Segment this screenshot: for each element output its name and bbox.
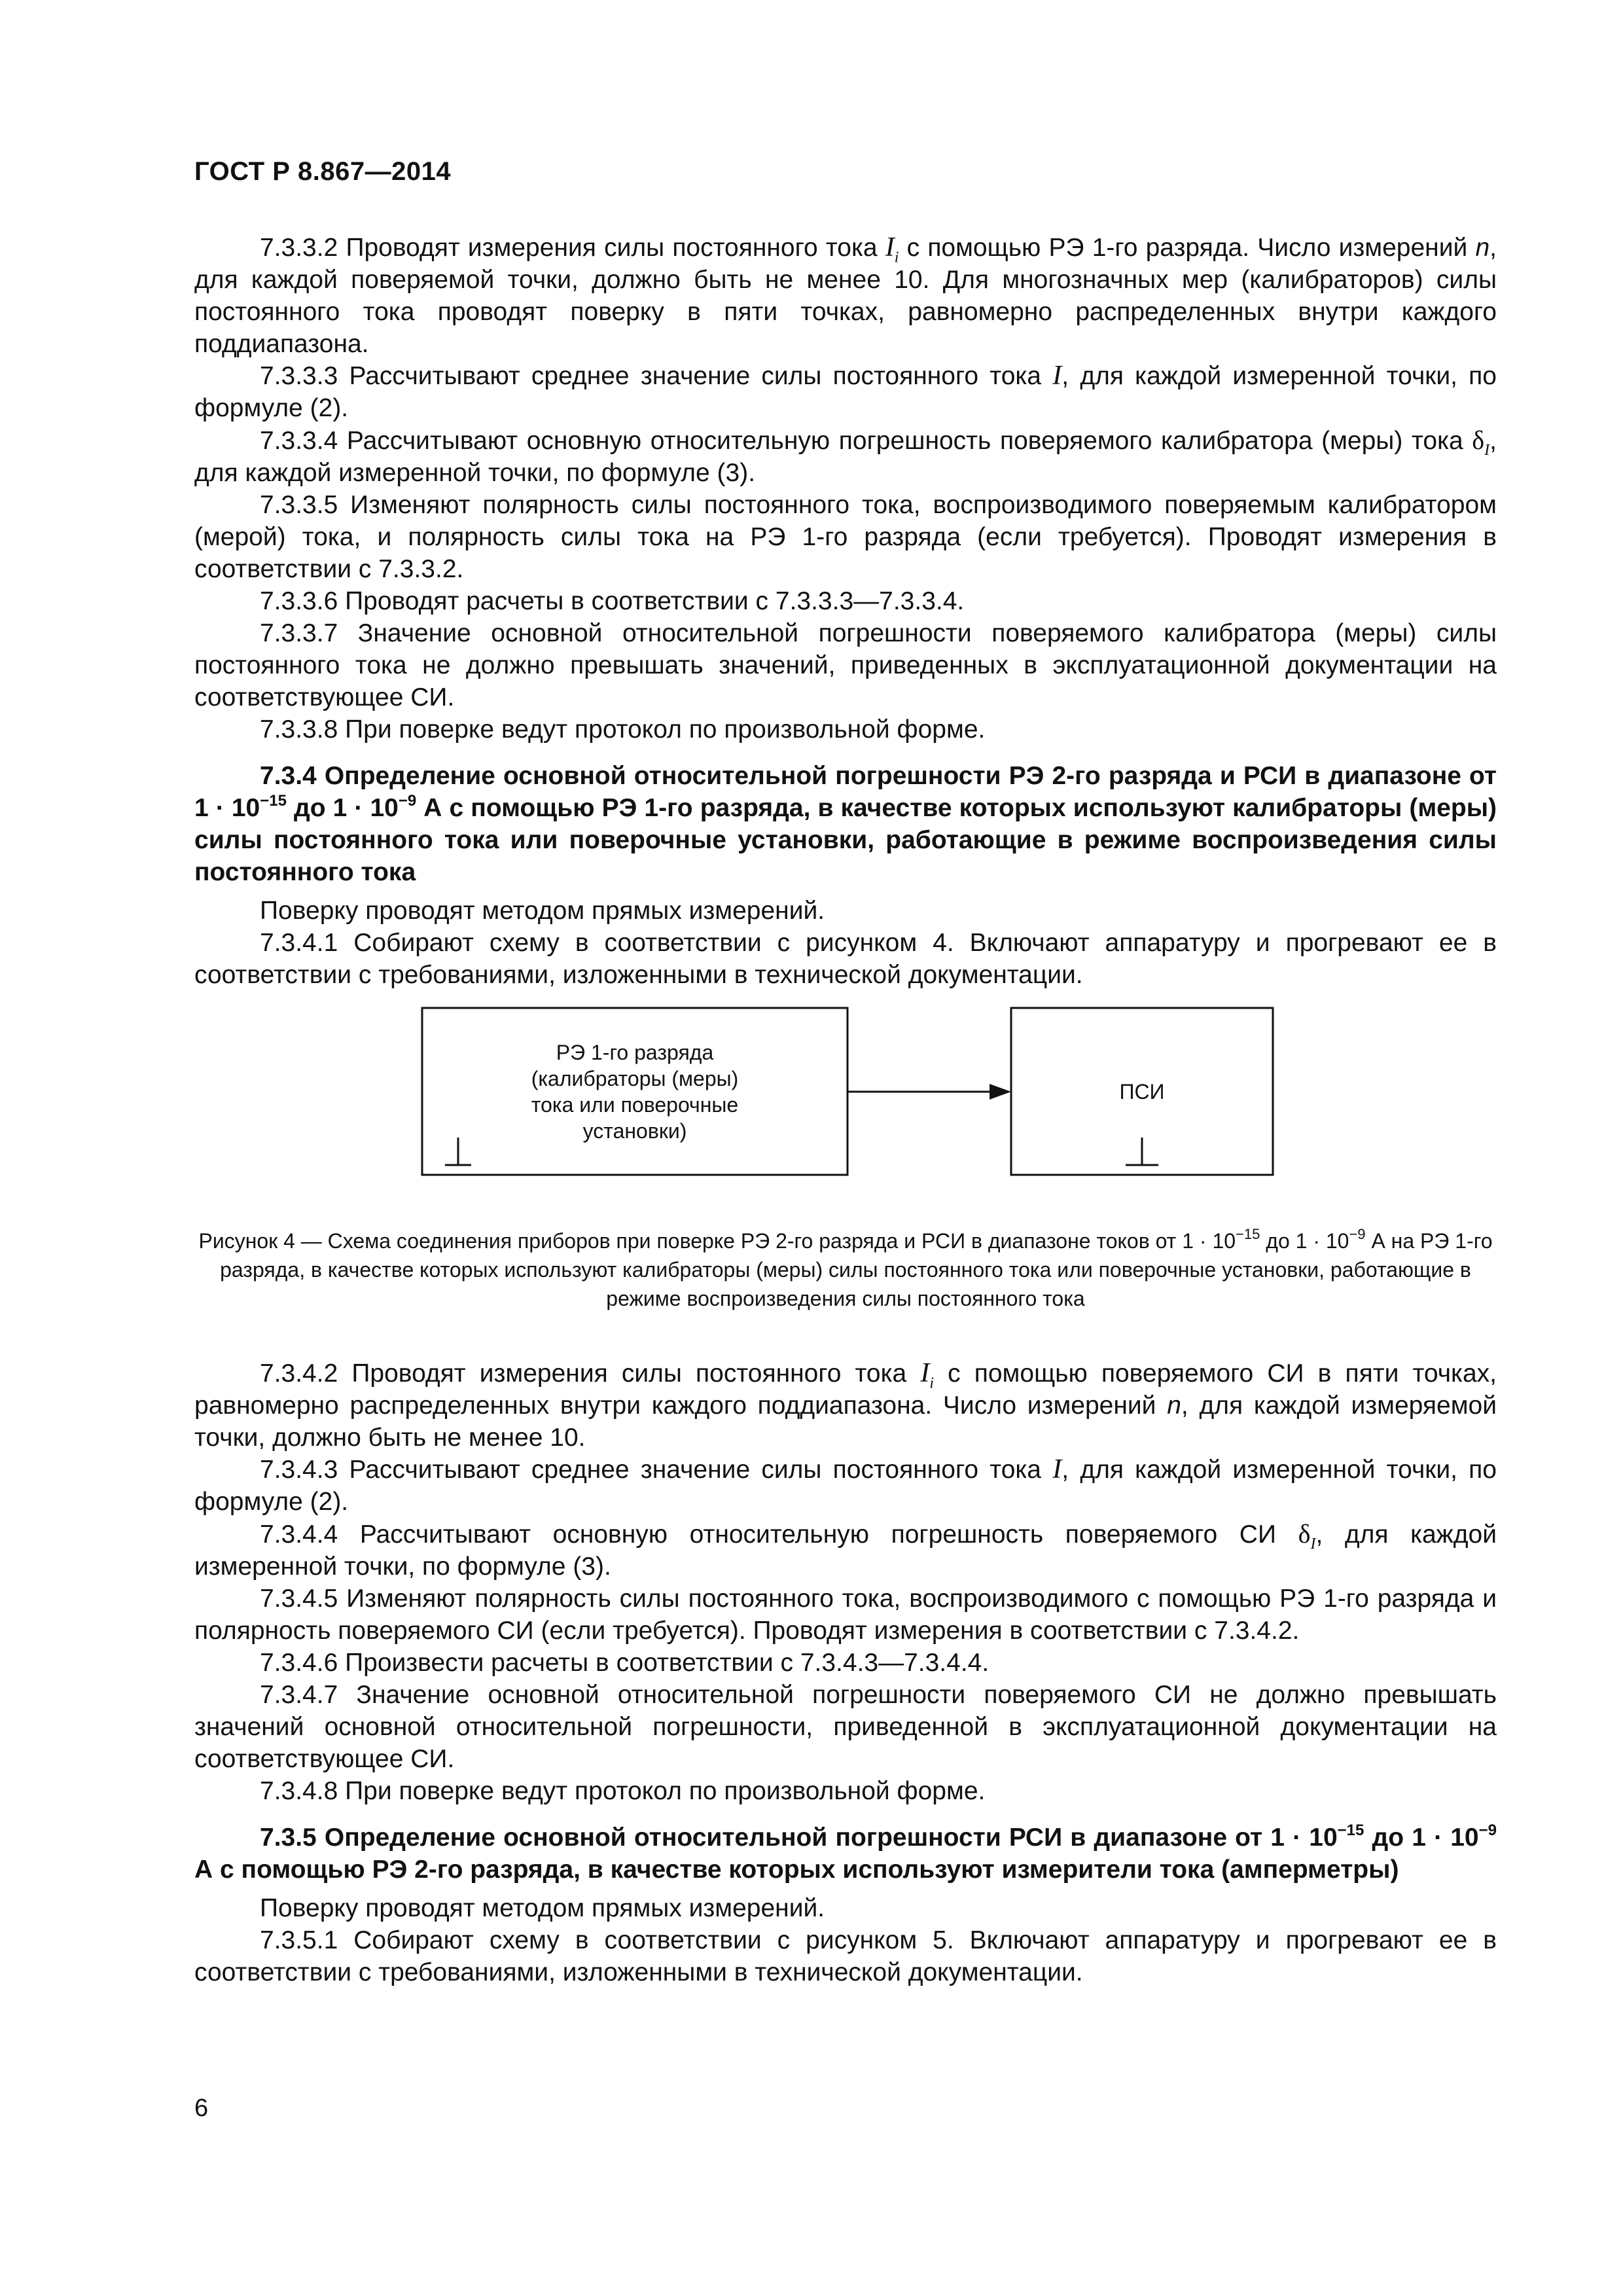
current-symbol: $I_i$ xyxy=(885,232,899,266)
paragraph-7-3-3-3: 7.3.3.3 Рассчитывают среднее значение силы постоянного тока I, для каждой измеренной точки, по формуле (2). xyxy=(194,361,1497,422)
paragraph-7-3-4-7: 7.3.4.7 Значение основной относительной погрешности поверяемого СИ не должно превышать значений основной относительной погрешности, приведенной в эксплуатационной документации на соответствующее СИ. xyxy=(194,1681,1497,1773)
page-number: 6 xyxy=(194,2094,209,2122)
source-box-label: РЭ 1-го разряда (калибраторы (меры) тока или поверочные установки) xyxy=(531,1041,739,1143)
paragraph-7-3-4-4: 7.3.4.4 Рассчитывают основную относительную погрешность поверяемого СИ $\delta_I$, для каждой измеренной точки, по формуле (3). xyxy=(194,1519,1497,1581)
error-symbol: $\delta_I$ xyxy=(1472,425,1490,459)
paragraph-7-3-3-5: 7.3.3.5 Изменяют полярность силы постоянного тока, воспроизводимого поверяемым калибратором (мерой) тока, и полярность силы тока на РЭ 1-го разряда (если требуется). Проводят измерения в соответствии с 7.3.3.2. xyxy=(194,491,1497,583)
paragraph-7-3-3-8: 7.3.3.8 При поверке ведут протокол по произвольной форме. xyxy=(260,715,986,744)
paragraph-7-3-4-6: 7.3.4.6 Произвести расчеты в соответствии с 7.3.4.3—7.3.4.4. xyxy=(260,1649,990,1677)
paragraph-7-3-4-5: 7.3.4.5 Изменяют полярность силы постоянного тока, воспроизводимого с помощью РЭ 1-го разряда и полярность поверяемого СИ (если требуется). Проводят измерения в соответствии с 7.3.4.2. xyxy=(194,1585,1497,1645)
paragraph-7-3-3-7: 7.3.3.7 Значение основной относительной погрешности поверяемого калибратора (меры) силы постоянного тока не должно превышать значений, приведенных в эксплуатационной документации на соответствующее СИ. xyxy=(194,619,1497,711)
paragraph-7-3-5-1: 7.3.5.1 Собирают схему в соответствии с рисунком 5. Включают аппаратуру и прогревают ее в соответствии с требованиями, изложенными в технической документации. xyxy=(194,1926,1497,1986)
paragraph-7-3-4-3: 7.3.4.3 Рассчитывают среднее значение силы постоянного тока I, для каждой измеренной точки, по формуле (2). xyxy=(194,1454,1497,1516)
paragraph-7-3-3-4: 7.3.3.4 Рассчитывают основную относительную погрешность поверяемого калибратора (меры) тока $\delta_I$, для каждой измеренной точки, по формуле (3). xyxy=(194,425,1497,487)
paragraph-7-3-4-8: 7.3.4.8 При поверке ведут протокол по произвольной форме. xyxy=(260,1777,986,1805)
document-header-title: ГОСТ Р 8.867—2014 xyxy=(194,157,452,186)
paragraph-7-3-4-2: 7.3.4.2 Проводят измерения силы постоянного тока $I_i$ с помощью поверяемого СИ в пяти точках, равномерно распределенных внутри каждого поддиапазона. Число измерений n, для каждой измеряемой точки, должно быть не менее 10. xyxy=(194,1358,1497,1452)
heading-7-3-4: 7.3.4 Определение основной относительной погрешности РЭ 2-го разряда и РСИ в диапазоне от $1 \cdot 10^{-15}$ до $1 \cdot 10^{-9}$ А с помощью РЭ 1-го разряда, в качестве которых используют калибраторы (меры) силы постоянного тока или поверочные установки, работающие в режиме воспроизведения силы постоянного тока xyxy=(194,762,1497,886)
figure-4-caption: Рисунок 4 — Схема соединения приборов при поверке РЭ 2-го разряда и РСИ в диапазоне токов от $1 \cdot 10^{-15}$ до $1 \cdot 10^{-9}$ А на РЭ 1-го разряда, в качестве которых используют калибраторы (меры) силы постоянного тока или поверочные установки, работающие в режиме воспроизведения силы постоянного тока xyxy=(198,1226,1493,1310)
current-symbol: $I_i$ xyxy=(920,1358,935,1392)
section-7-3-4-continued xyxy=(194,1357,1497,1988)
arrow-head xyxy=(990,1084,1011,1100)
psi-box-label: ПСИ xyxy=(1119,1080,1165,1103)
paragraph-method-direct: Поверку проводят методом прямых измерений. xyxy=(260,897,825,925)
paragraph-method-direct-2: Поверку проводят методом прямых измерений. xyxy=(260,1894,825,1922)
mean-current-symbol: I xyxy=(1052,1454,1062,1484)
heading-7-3-5: 7.3.5 Определение основной относительной погрешности РСИ в диапазоне от $1 \cdot 10^{-15}$ до $1 \cdot 10^{-9}$ А с помощью РЭ 2-го разряда, в качестве которых используют измерители тока (амперметры) xyxy=(194,1821,1497,1884)
error-symbol: $\delta_I$ xyxy=(1298,1519,1316,1552)
section-7-3-3 xyxy=(194,232,1497,991)
paragraph-7-3-3-6: 7.3.3.6 Проводят расчеты в соответствии с 7.3.3.3—7.3.3.4. xyxy=(260,587,965,615)
ground-symbol-right xyxy=(1126,1138,1158,1165)
mean-current-symbol: I xyxy=(1052,361,1062,391)
paragraph-7-3-4-1: 7.3.4.1 Собирают схему в соответствии с рисунком 4. Включают аппаратуру и прогревают ее в соответствии с требованиями, изложенными в технической документации. xyxy=(194,929,1497,989)
paragraph-7-3-3-2: 7.3.3.2 Проводят измерения силы постоянного тока $I_i$ с помощью РЭ 1-го разряда. Число измерений n, для каждой поверяемой точки, должно быть не менее 10. Для многозначных мер (калибраторов) силы постоянного тока проводят поверку в пяти точках, равномерно распределенных внутри каждого поддиапазона. xyxy=(194,232,1497,358)
